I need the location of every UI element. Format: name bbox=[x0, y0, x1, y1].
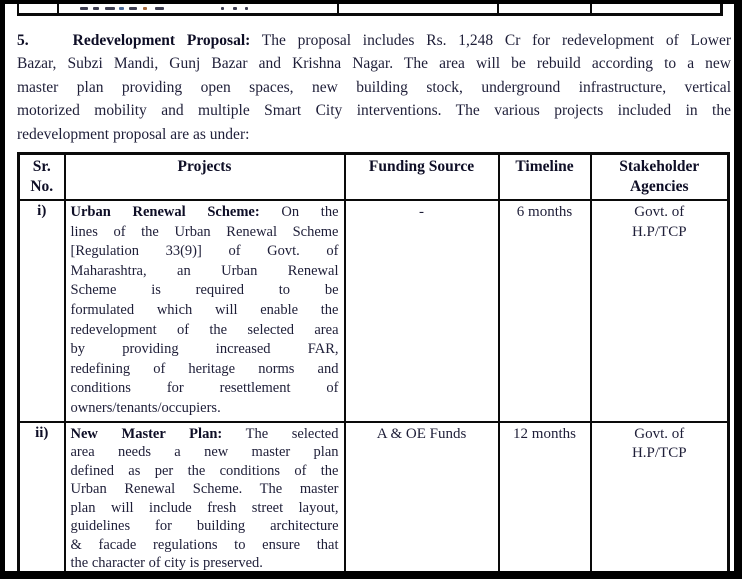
cell-timeline: 12 months bbox=[499, 422, 591, 577]
header-funding-source: Funding Source bbox=[345, 154, 499, 201]
table-border bbox=[337, 4, 339, 13]
project-line: plan will include fresh street layout, bbox=[70, 499, 339, 516]
clipped-text-remnant bbox=[93, 7, 99, 10]
table-row bbox=[19, 200, 729, 422]
intro-line bbox=[17, 29, 731, 52]
intro-text: The proposal includes Rs. 1,248 Cr for redevelopment of Lower bbox=[261, 32, 731, 49]
cell-funding-source: - bbox=[345, 200, 499, 422]
intro-line: master plan providing open spaces, new building stock, underground infrastructure, vertical bbox=[17, 78, 731, 96]
table-row bbox=[19, 422, 729, 577]
table-border bbox=[57, 4, 59, 13]
project-line: [Regulation 33(9)] of Govt. of bbox=[70, 243, 339, 260]
section-heading: Redevelopment Proposal: bbox=[72, 32, 251, 49]
project-line: Urban Renewal Scheme. The master bbox=[70, 481, 339, 498]
project-line: Urban Renewal Scheme: On the bbox=[70, 204, 339, 220]
cell-sr-no: ii) bbox=[19, 422, 65, 577]
project-line: redevelopment of the selected area bbox=[70, 321, 339, 338]
clipped-text-remnant bbox=[143, 7, 147, 10]
table-border bbox=[590, 4, 592, 13]
header-timeline: Timeline bbox=[499, 154, 591, 201]
cell-timeline: 6 months bbox=[499, 200, 591, 422]
project-line: defined as per the conditions of the bbox=[70, 462, 339, 479]
clipped-text-remnant bbox=[233, 7, 237, 10]
project-line: Scheme is required to be bbox=[70, 282, 339, 299]
project-line: guidelines for building architecture bbox=[70, 518, 339, 535]
cell-project-description bbox=[65, 422, 345, 577]
projects-table bbox=[17, 152, 730, 578]
table-border bbox=[497, 4, 499, 13]
cell-stakeholder: Govt. of H.P/TCP bbox=[591, 422, 729, 577]
clipped-text-remnant bbox=[80, 7, 88, 10]
project-line: by providing increased FAR, bbox=[70, 341, 339, 358]
project-line: & facade regulations to ensure that bbox=[70, 536, 339, 553]
cell-funding-source: A & OE Funds bbox=[345, 422, 499, 577]
project-title: Urban Renewal Scheme: bbox=[70, 204, 260, 220]
intro-line: motorized mobility and multiple Smart City interventions. The various projects included in the bbox=[17, 102, 731, 120]
project-line: lines of the Urban Renewal Scheme bbox=[70, 223, 339, 240]
table-border bbox=[17, 4, 19, 13]
project-title: New Master Plan: bbox=[70, 425, 223, 442]
table-header-row bbox=[19, 154, 729, 201]
project-line: New Master Plan: The selected bbox=[70, 425, 339, 442]
header-sr-no: Sr. No. bbox=[19, 154, 65, 201]
clipped-text-remnant bbox=[221, 7, 224, 10]
project-line: the character of city is preserved. bbox=[70, 555, 263, 572]
project-line: area needs a new master plan bbox=[70, 444, 339, 461]
cell-project-description bbox=[65, 200, 345, 422]
intro-line: redevelopment proposal are as under: bbox=[17, 125, 250, 143]
header-stakeholder-agencies: Stakeholder Agencies bbox=[591, 154, 729, 201]
project-line: formulated which will enable the bbox=[70, 301, 339, 318]
project-line: owners/tenants/occupiers. bbox=[70, 399, 221, 416]
clipped-text-remnant bbox=[105, 7, 115, 10]
clipped-text-remnant bbox=[245, 7, 248, 10]
project-line: redefining of heritage norms and bbox=[70, 360, 339, 377]
cell-sr-no: i) bbox=[19, 200, 65, 422]
intro-line: Bazar, Subzi Mandi, Gunj Bazar and Krishna Nagar. The area will be rebuild according to a new bbox=[17, 55, 731, 73]
header-projects: Projects bbox=[65, 154, 345, 201]
intro-paragraph bbox=[17, 29, 731, 146]
clipped-text-remnant bbox=[155, 7, 164, 10]
clipped-text-remnant bbox=[129, 7, 137, 10]
clipped-table-row bbox=[17, 4, 723, 16]
project-line: conditions for resettlement of bbox=[70, 380, 339, 397]
cell-stakeholder: Govt. of H.P/TCP bbox=[591, 200, 729, 422]
project-line: Maharashtra, an Urban Renewal bbox=[70, 262, 339, 279]
section-number: 5. bbox=[17, 32, 29, 49]
clipped-text-remnant bbox=[119, 7, 124, 10]
